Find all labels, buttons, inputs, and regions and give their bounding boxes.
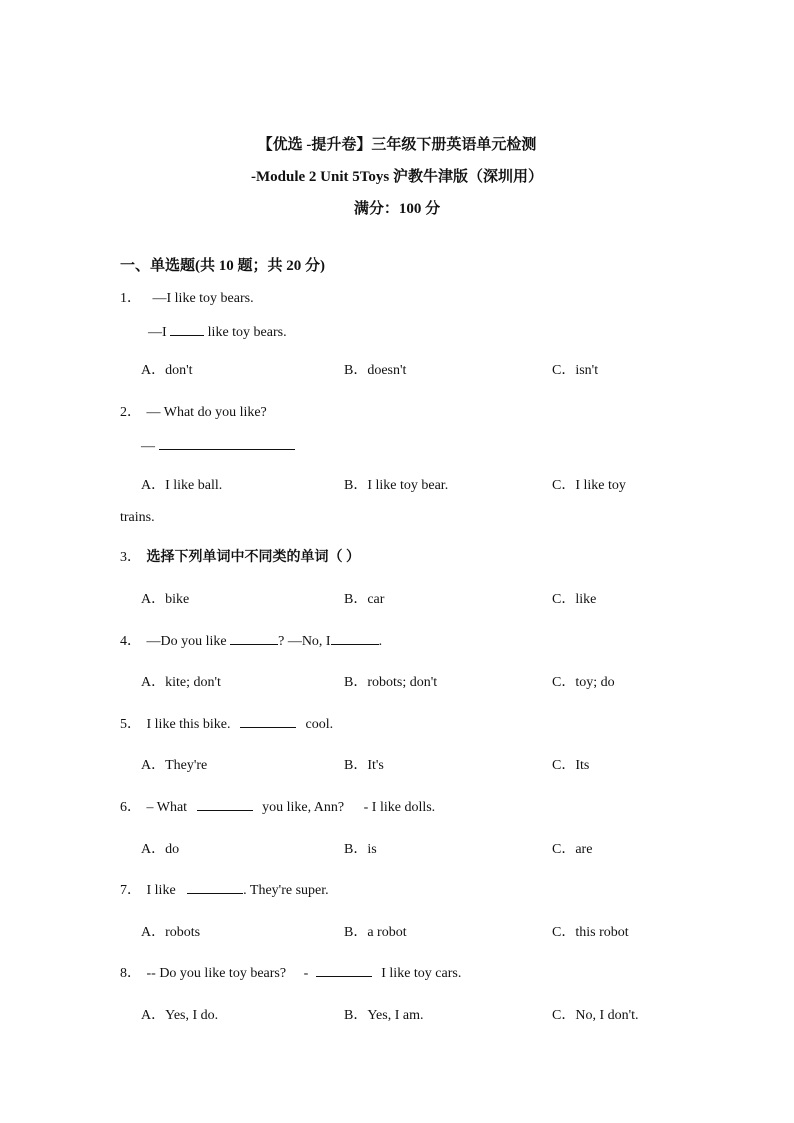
option-b: B．Yes, I am. (344, 1008, 424, 1023)
answer-blank (170, 323, 204, 336)
question-text: — (141, 439, 155, 454)
question-1 (120, 287, 254, 307)
question-number: 4． (120, 634, 141, 649)
question-1-line2 (148, 323, 287, 341)
question-stem: 选择下列单词中不同类的单词（ ） (146, 550, 360, 565)
option-b: B．robots; don't (344, 675, 438, 690)
option-a: A．robots (141, 925, 201, 940)
option-c: C．like (552, 592, 597, 607)
option-b: B．car (344, 592, 385, 607)
question-text: cool. (305, 717, 334, 732)
question-text: - (303, 966, 309, 981)
option-c: C．I like toy (552, 478, 626, 493)
question-text: I like toy cars. (381, 966, 462, 981)
question-4 (120, 630, 382, 650)
question-text: I like this bike. (146, 717, 231, 732)
option-c: C．are (552, 842, 593, 857)
option-c: C．Its (552, 758, 590, 773)
option-a: A．do (141, 842, 180, 857)
question-text: —I (148, 325, 167, 340)
option-a: A．I like ball. (141, 478, 223, 493)
question-2-line2 (141, 437, 295, 455)
question-number: 8． (120, 966, 141, 981)
option-a: A．don't (141, 363, 193, 378)
question-7 (120, 879, 329, 899)
question-6 (120, 796, 435, 816)
answer-blank (230, 632, 278, 645)
option-continuation: trains. (120, 510, 155, 525)
question-text: you like, Ann? (262, 800, 345, 815)
question-text: - I like dolls. (363, 800, 436, 815)
option-a: A．bike (141, 592, 190, 607)
answer-blank (197, 798, 253, 811)
question-number: 2． (120, 405, 141, 420)
option-a: A．They're (141, 758, 208, 773)
question-stem: —I like toy bears. (152, 291, 254, 306)
question-text: ? —No, I (278, 634, 331, 649)
doc-title-line1: 【优选 -提升卷】三年级下册英语单元检测 (257, 137, 537, 153)
option-b: B．I like toy bear. (344, 478, 449, 493)
option-c: C．isn't (552, 363, 599, 378)
question-number: 7． (120, 883, 141, 898)
answer-blank (159, 437, 295, 450)
question-text: —Do you like (146, 634, 227, 649)
question-5 (120, 713, 333, 733)
question-number: 1． (120, 291, 141, 306)
question-number: 5． (120, 717, 141, 732)
option-a: A．kite; don't (141, 675, 221, 690)
answer-blank (331, 632, 379, 645)
option-b: B．It's (344, 758, 384, 773)
option-b: B．is (344, 842, 377, 857)
answer-blank (240, 715, 296, 728)
question-text: . They're super. (243, 883, 329, 898)
option-c: C．this robot (552, 925, 629, 940)
answer-blank (316, 964, 372, 977)
question-text: I like (146, 883, 176, 898)
question-text: -- Do you like toy bears? (146, 966, 287, 981)
question-stem: — What do you like? (146, 405, 267, 420)
question-3 (120, 546, 360, 566)
question-text: like toy bears. (207, 325, 287, 340)
option-a: A．Yes, I do. (141, 1008, 219, 1023)
doc-score: 满分：100 分 (353, 201, 441, 217)
question-text: – What (146, 800, 188, 815)
section-heading: 一、单选题(共 10 题；共 20 分) (120, 258, 325, 274)
option-c: C．No, I don't. (552, 1008, 639, 1023)
question-text: . (378, 634, 383, 649)
question-8 (120, 962, 461, 982)
option-b: B．a robot (344, 925, 407, 940)
question-number: 6． (120, 800, 141, 815)
option-b: B．doesn't (344, 363, 407, 378)
option-c: C．toy; do (552, 675, 615, 690)
answer-blank (187, 881, 243, 894)
question-2 (120, 401, 267, 421)
question-number: 3． (120, 550, 141, 565)
doc-title-line2: -Module 2 Unit 5Toys 沪教牛津版（深圳用） (251, 169, 543, 185)
